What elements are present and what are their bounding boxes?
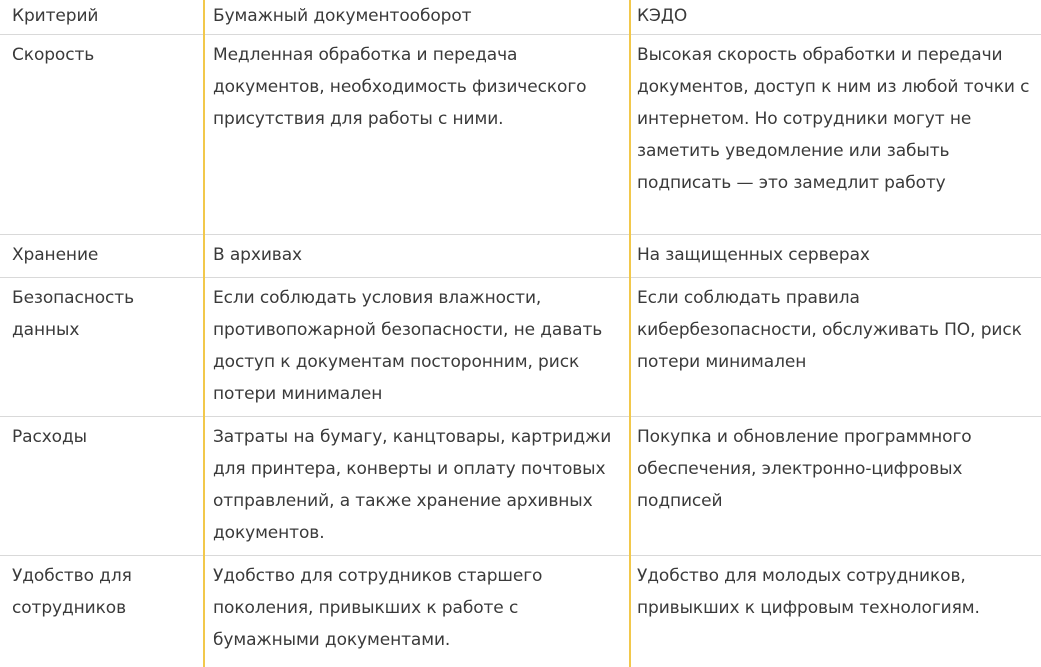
header-paper — [204, 0, 630, 35]
paper-cell — [204, 35, 630, 235]
kedo-cell — [630, 278, 1041, 417]
table-row — [0, 35, 1041, 235]
criterion-cell — [0, 556, 204, 667]
paper-text: Медленная обработка и передача документов, необходимость физического присутствия для работы с ними. — [205, 35, 629, 141]
kedo-text: Если соблюдать правила кибербезопасности, обслуживать ПО, риск потери минимален — [631, 278, 1041, 384]
criterion-text: Безопасность данных — [0, 278, 203, 352]
table-row — [0, 278, 1041, 417]
header-kedo — [630, 0, 1041, 35]
header-criterion-label: Критерий — [0, 0, 203, 34]
criterion-cell — [0, 417, 204, 556]
criterion-text: Расходы — [0, 417, 203, 459]
table-row — [0, 556, 1041, 667]
kedo-text: На защищенных серверах — [631, 235, 1041, 277]
table-row — [0, 417, 1041, 556]
paper-cell — [204, 278, 630, 417]
kedo-cell — [630, 417, 1041, 556]
kedo-cell — [630, 235, 1041, 278]
header-paper-label: Бумажный документооборот — [205, 0, 629, 34]
paper-text: В архивах — [205, 235, 629, 277]
paper-text: Затраты на бумагу, канцтовары, картриджи для принтера, конверты и оплату почтовых отправлений, а также хранение архивных документов. — [205, 417, 629, 555]
kedo-text: Высокая скорость обработки и передачи документов, доступ к ним из любой точки с интернетом. Но сотрудники могут не заметить уведомление или забыть подписать — это замедлит работу — [631, 35, 1041, 205]
header-kedo-label: КЭДО — [631, 0, 1041, 34]
paper-text: Если соблюдать условия влажности, противопожарной безопасности, не давать доступ к документам посторонним, риск потери минимален — [205, 278, 629, 416]
kedo-text: Покупка и обновление программного обеспечения, электронно-цифровых подписей — [631, 417, 1041, 523]
table-row — [0, 235, 1041, 278]
criterion-text: Скорость — [0, 35, 203, 77]
paper-text: Удобство для сотрудников старшего поколения, привыкших к работе с бумажными документами. — [205, 556, 629, 662]
paper-cell — [204, 556, 630, 667]
criterion-cell — [0, 235, 204, 278]
criterion-cell — [0, 278, 204, 417]
criterion-cell — [0, 35, 204, 235]
criterion-text: Удобство для сотрудников — [0, 556, 203, 630]
criterion-text: Хранение — [0, 235, 203, 277]
header-criterion — [0, 0, 204, 35]
kedo-text: Удобство для молодых сотрудников, привыкших к цифровым технологиям. — [631, 556, 1041, 630]
kedo-cell — [630, 35, 1041, 235]
kedo-cell — [630, 556, 1041, 667]
paper-cell — [204, 417, 630, 556]
paper-cell — [204, 235, 630, 278]
table-header-row — [0, 0, 1041, 35]
